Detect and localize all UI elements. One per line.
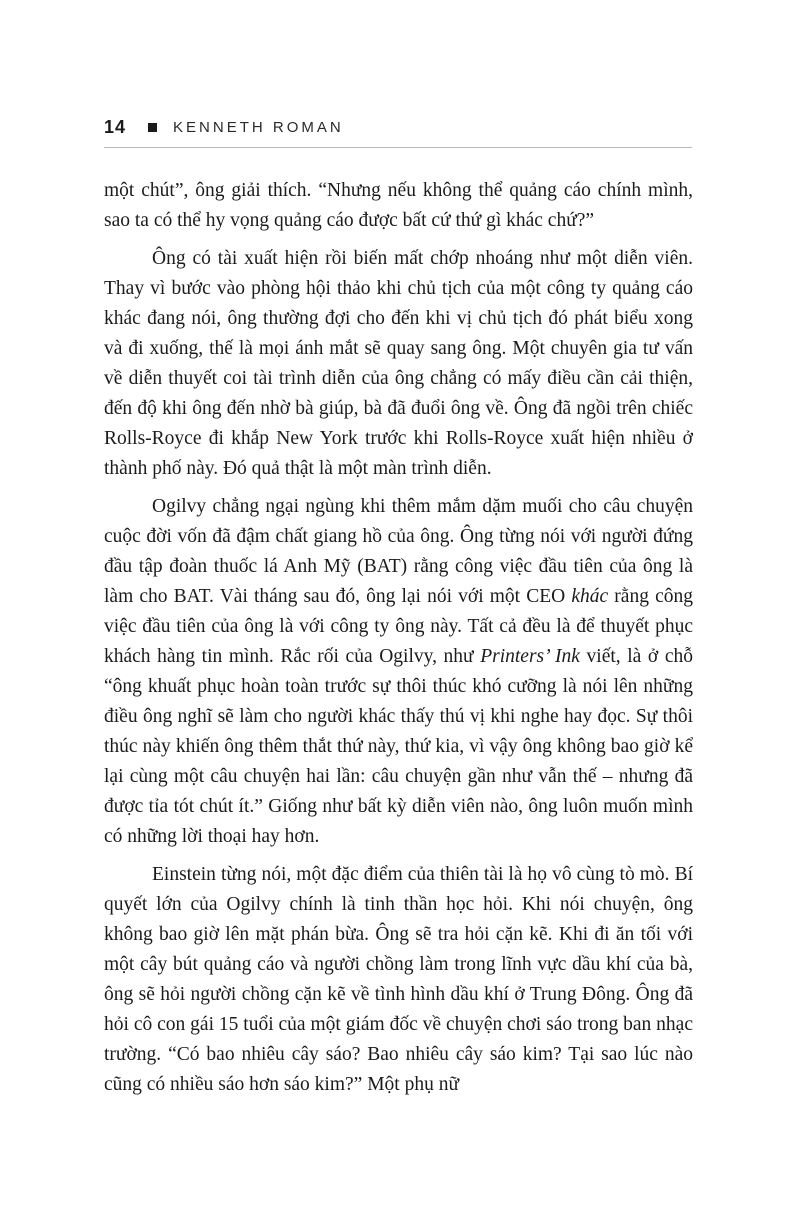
- header-rule: [104, 147, 692, 148]
- text-run: Einstein từng nói, một đặc điểm của thiên tài là họ vô cùng tò mò. Bí quyết lớn của Ogilvy chính là tinh thần học hỏi. Khi nói chuyện, ông không bao giờ lên mặt phán bừa. Ông sẽ tra hỏi cặn kẽ. Khi đi ăn tối với một cây bút quảng cáo và người chồng làm trong lĩnh vực dầu khí của bà, ông sẽ hỏi người chồng cặn kẽ về tình hình dầu khí ở Trung Đông. Ông đã hỏi cô con gái 15 tuổi của một giám đốc về chuyện chơi sáo trong ban nhạc trường. “Có bao nhiêu cây sáo? Bao nhiêu cây sáo kim? Tại sao lúc nào cũng có nhiều sáo hơn sáo kim?” Một phụ nữ: [104, 864, 693, 1095]
- text-run: Ông có tài xuất hiện rồi biến mất chớp nhoáng như một diễn viên. Thay vì bước vào phòng hội thảo khi chủ tịch của một công ty quảng cáo khác đang nói, ông thường đợi cho đến khi vị chủ tịch đó phát biểu xong và đi xuống, thế là mọi ánh mắt sẽ quay sang ông. Một chuyên gia tư vấn về diễn thuyết coi tài trình diễn của ông chẳng có mấy điều cần cải thiện, đến độ khi ông đến nhờ bà giúp, bà đã đuổi ông về. Ông đã ngồi trên chiếc Rolls-Royce đi khắp New York trước khi Rolls-Royce xuất hiện nhiều ở thành phố này. Đó quả thật là một màn trình diễn.: [104, 248, 693, 479]
- paragraph-continuation: [104, 176, 693, 236]
- text-run: rằng công việc đầu tiên của ông là với công ty ông này. Tất cả đều là để thuyết phục khách hàng tin mình. Rắc rối của Ogilvy, như: [104, 586, 693, 667]
- paragraph-showmanship: [104, 244, 693, 484]
- italic-text-run: khác: [571, 586, 609, 607]
- text-run: Ogilvy chẳng ngại ngùng khi thêm mắm dặm muối cho câu chuyện cuộc đời vốn đã đậm chất giang hồ của ông. Ông từng nói với người đứng đầu tập đoàn thuốc lá Anh Mỹ (BAT) rằng công việc đầu tiên của ông là làm cho BAT. Vài tháng sau đó, ông lại nói với một CEO: [104, 496, 693, 607]
- page-number: 14: [104, 117, 127, 137]
- body-text: [104, 176, 693, 1108]
- text-run: một chút”, ông giải thích. “Nhưng nếu không thể quảng cáo chính mình, sao ta có thể hy vọng quảng cáo được bất cứ thứ gì khác chứ?”: [104, 180, 693, 231]
- running-head-author: KENNETH ROMAN: [173, 119, 344, 136]
- page-header: [104, 117, 692, 138]
- italic-text-run: Printers’ Ink: [480, 646, 580, 667]
- square-bullet-icon: [148, 123, 157, 132]
- text-run: viết, là ở chỗ “ông khuất phục hoàn toàn trước sự thôi thúc khó cưỡng là nói lên những điều ông nghĩ sẽ làm cho người khác thấy thú vị khi nghe hay đọc. Sự thôi thúc này khiến ông thêm thắt thứ này, thứ kia, vì vậy ông không bao giờ kể lại cùng một câu chuyện hai lần: câu chuyện gần như vẫn thế – nhưng đã được tỉa tót chút ít.” Giống như bất kỳ diễn viên nào, ông luôn muốn mình có những lời thoại hay hơn.: [104, 646, 693, 847]
- paragraph-embellishment: [104, 492, 693, 852]
- paragraph-curiosity: [104, 860, 693, 1100]
